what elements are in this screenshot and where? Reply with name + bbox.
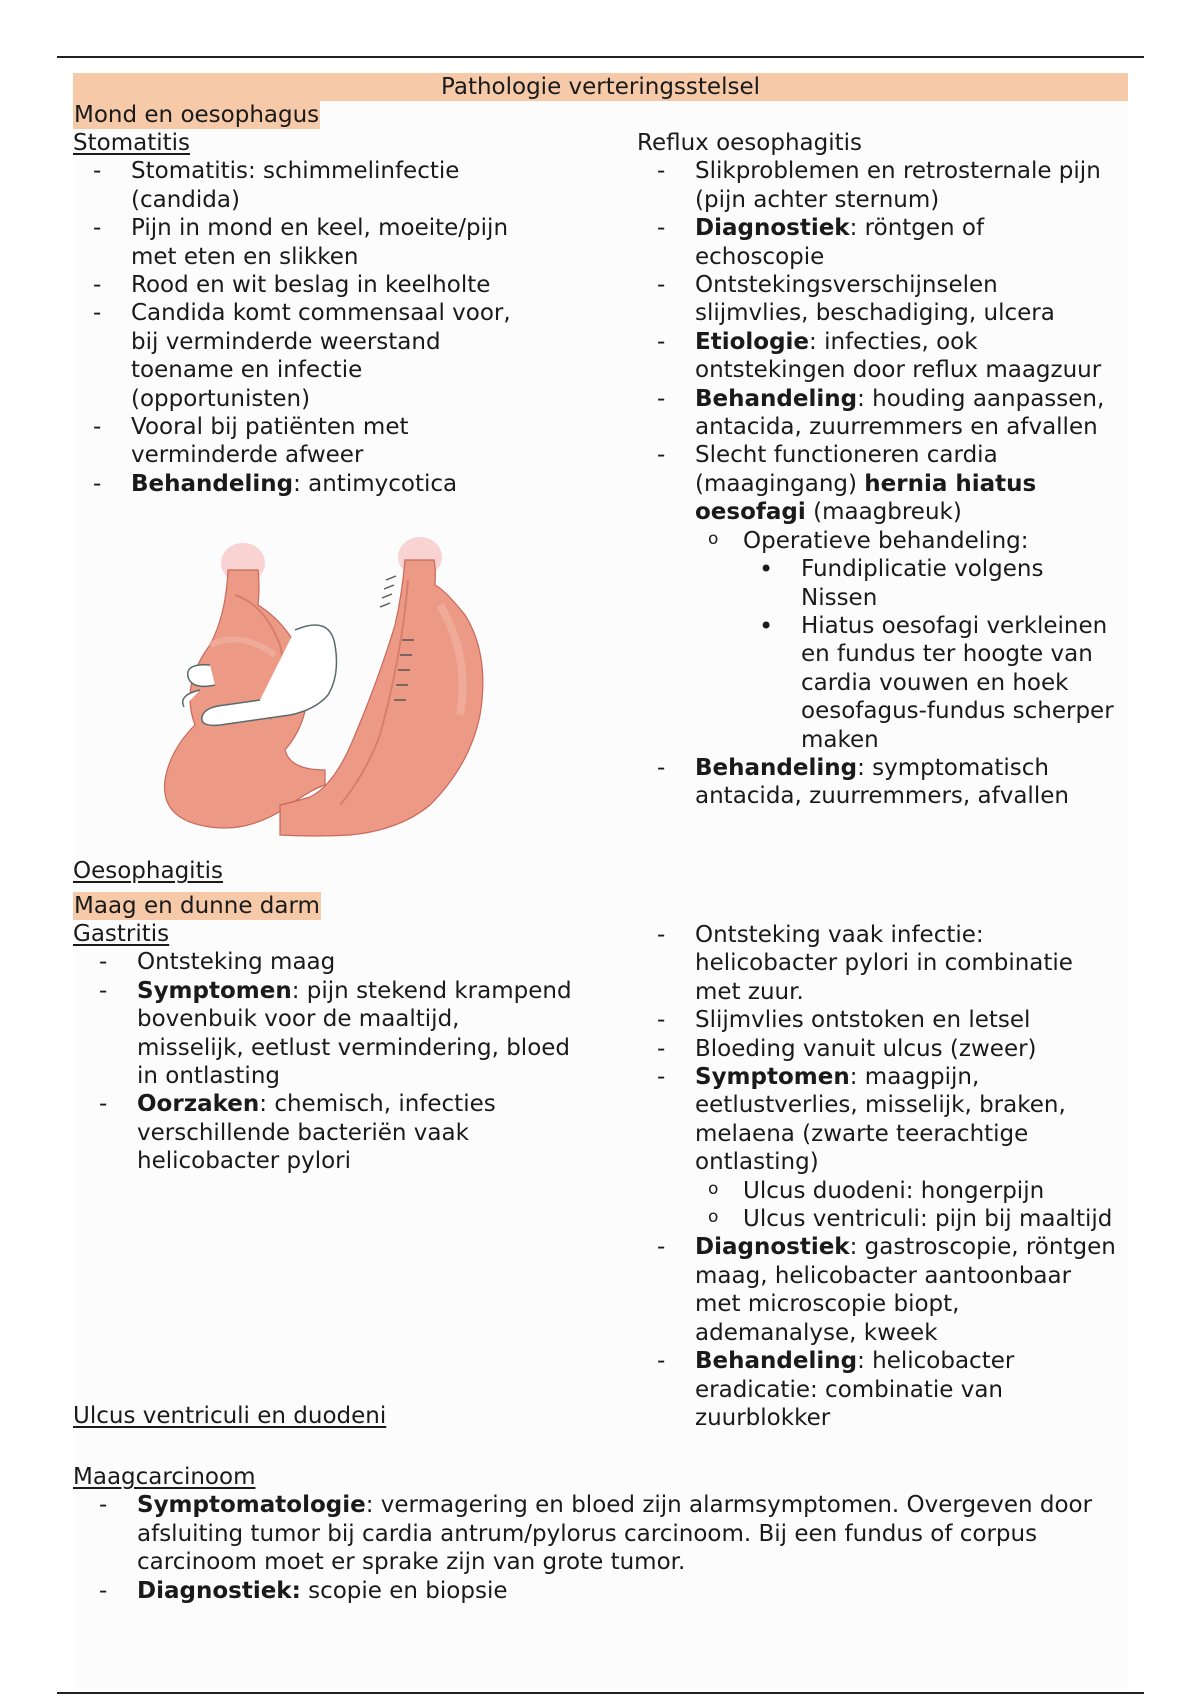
list-item: - Vooral bij patiënten met verminderde afweer [73, 413, 543, 470]
list-item: - Diagnostiek: scopie en biopsie [79, 1577, 1113, 1605]
section-maag-dunne-darm: Maag en dunne darm [74, 893, 320, 919]
ulcus-heading: Ulcus ventriculi en duodeni [73, 1403, 387, 1429]
list-item: o Ulcus duodeni: hongerpijn [695, 1177, 1117, 1205]
fundoplication-illustration [140, 535, 525, 860]
list-item: - Ontsteking maag [79, 948, 573, 976]
gastritis-heading: Gastritis [73, 921, 170, 947]
ulcus-block [637, 921, 1117, 1432]
list-item: - Ontsteking vaak infectie: helicobacter pylori in combinatie met zuur. [637, 921, 1117, 1006]
stomatitis-list [73, 157, 543, 498]
list-item: - Rood en wit beslag in keelholte [73, 271, 543, 299]
list-item: - Candida komt commensaal voor, bij verminderde weerstand toename en infectie (opportunisten) [73, 299, 543, 413]
oesophagitis-heading: Oesophagitis [73, 858, 223, 884]
list-item: - Bloeding vanuit ulcus (zweer) [637, 1035, 1117, 1063]
gastritis-block [73, 920, 573, 1176]
ulcus-list [637, 921, 1117, 1432]
list-item: - Stomatitis: schimmelinfectie (candida) [73, 157, 543, 214]
list-item: o Ulcus ventriculi: pijn bij maaltijd [695, 1205, 1117, 1233]
operative-sublist [695, 527, 1117, 754]
list-item: - Oorzaken: chemisch, infecties verschillende bacteriën vaak helicobacter pylori [79, 1090, 573, 1175]
maagcarcinoom-list [73, 1491, 1113, 1605]
list-item: • Fundiplicatie volgens Nissen [743, 555, 1117, 612]
section-mond-oesophagus: Mond en oesophagus [74, 102, 320, 128]
stomatitis-heading: Stomatitis [73, 130, 190, 156]
list-item: - Behandeling: helicobacter eradicatie: combinatie van zuurblokker [637, 1347, 1117, 1432]
maagcarcinoom-heading: Maagcarcinoom [73, 1464, 256, 1490]
list-item: - Slijmvlies ontstoken en letsel [637, 1006, 1117, 1034]
top-rule [57, 56, 1144, 58]
reflux-block [637, 129, 1117, 811]
stomatitis-block [73, 129, 543, 498]
list-item: o Operatieve behandeling: • Fundiplicatie volgens Nissen • Hiatus oesofagi verkleinen en fundus ter hoogte van cardia vouwen en hoek oesofagus-fundus scherper maken [695, 527, 1117, 754]
list-item: - Slikproblemen en retrosternale pijn (pijn achter sternum) [637, 157, 1117, 214]
list-item: - Ontstekingsverschijnselen slijmvlies, beschadiging, ulcera [637, 271, 1117, 328]
reflux-list [637, 157, 1117, 810]
bottom-rule [57, 1692, 1144, 1694]
maagcarcinoom-block [73, 1463, 1113, 1605]
list-item: - Diagnostiek: röntgen of echoscopie [637, 214, 1117, 271]
operative-bullets [743, 555, 1117, 754]
list-item: - Symptomatologie: vermagering en bloed zijn alarmsymptomen. Overgeven door afsluiting tumor bij cardia antrum/pylorus carcinoom. Bij een fundus of corpus carcinoom moet er sprake zijn van grote tumor. [79, 1491, 1113, 1576]
gastritis-list [73, 948, 573, 1175]
list-item: - Behandeling: symptomatisch antacida, zuurremmers, afvallen [637, 754, 1117, 811]
reflux-heading: Reflux oesophagitis [637, 130, 863, 156]
list-item: - Behandeling: houding aanpassen, antacida, zuurremmers en afvallen [637, 385, 1117, 442]
list-item: • Hiatus oesofagi verkleinen en fundus ter hoogte van cardia vouwen en hoek oesofagus-fundus scherper maken [743, 612, 1117, 754]
list-item: - Behandeling: antimycotica [73, 470, 543, 498]
ulcus-sublist [695, 1177, 1117, 1234]
list-item: - Slecht functioneren cardia (maagingang) hernia hiatus oesofagi (maagbreuk) o Operatieve behandeling: • Fundiplicatie volgens Nissen • Hiatus oesofagi verkleinen en fundus ter hoogte van cardia vouwen en hoek oesofagus-fundus scherper maken [637, 441, 1117, 753]
list-item: - Etiologie: infecties, ook ontstekingen door reflux maagzuur [637, 328, 1117, 385]
list-item: - Diagnostiek: gastroscopie, röntgen maag, helicobacter aantoonbaar met microscopie biopt, ademanalyse, kweek [637, 1233, 1117, 1347]
list-item: - Symptomen: maagpijn, eetlustverlies, misselijk, braken, melaena (zwarte teerachtige ontlasting) o Ulcus duodeni: hongerpijn o Ulcus ventriculi: pijn bij maaltijd [637, 1063, 1117, 1233]
list-item: - Pijn in mond en keel, moeite/pijn met eten en slikken [73, 214, 543, 271]
page-title: Pathologie verteringsstelsel [73, 73, 1128, 101]
list-item: - Symptomen: pijn stekend krampend bovenbuik voor de maaltijd, misselijk, eetlust vermindering, bloed in ontlasting [79, 977, 573, 1091]
